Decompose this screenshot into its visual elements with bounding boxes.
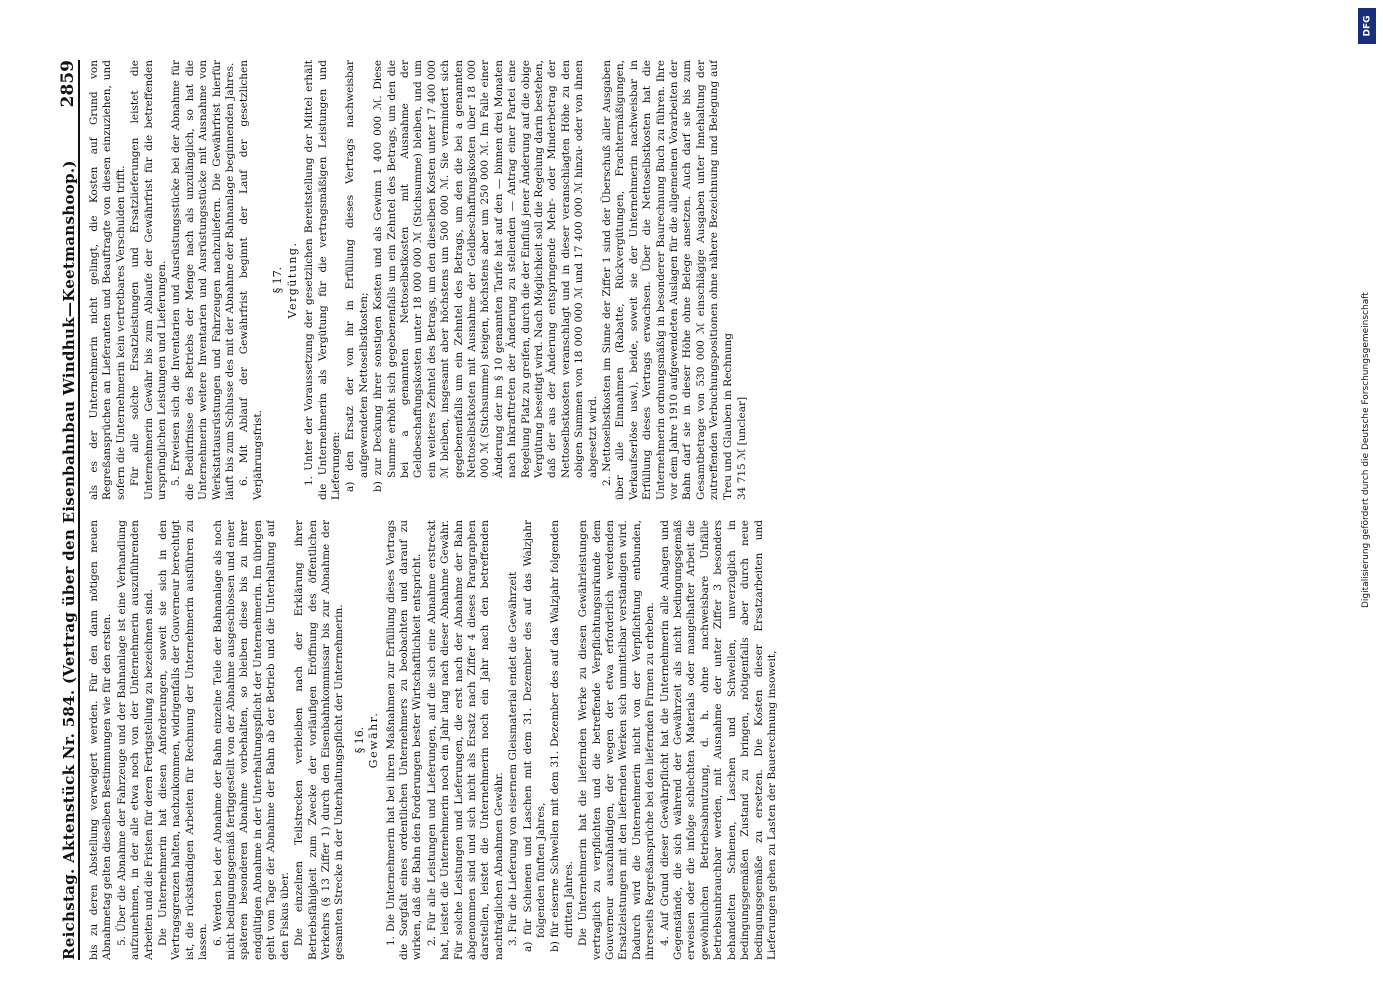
paragraph: 5. Über die Abnahme der Fahrzeuge und der Bahnanlage ist eine Verhandlung aufzunehmen, in der alle etwa noch von der Unternehmerin auszuführenden Arbeiten und die Fristen für deren Fertigstellung zu bezeichnen sind. — [115, 520, 155, 960]
dfg-logo-text: DFG — [1362, 15, 1373, 37]
paragraph: 3. Für die Lieferung von eisernem Gleismaterial endet die Gewährzeit — [507, 571, 520, 946]
section-title: Vergütung. — [285, 241, 299, 319]
paragraph-fragment: 34 715 ℳ [unclear] — [736, 396, 749, 500]
paragraph: 5. Erweisen sich die Inventarien und Ausrüstungsstücke bei der Abnahme für die Bedürfnisse des Betriebs der Menge nach als unzulänglich, so hat die Unternehmerin weitere Inventarien und Ausrüstungsstücke mit Ausnahme von Werkstattausrüstungen und Fahrzeugen nachzuliefern. Die Gewährfrist hierfür läuft bis zum Schlusse des mit der Abnahme der Bahnanlage beginnenden Jahres. — [170, 60, 237, 500]
paragraph: 4. Auf Grund dieser Gewährpflicht hat die Unternehmerin alle Anlagen und Gegenstände, die sich während der Gewährzeit als nicht bedingungsgemäß erweisen oder die infolge schlechten Materials oder mangelhafter Arbeit die gewöhnlichen Betriebsabnutzung, d. h. ohne nachweisbare Unfälle betriebsunbrauchbar werden, mit Ausnahme der unter Ziffer 3 besonders behandelten Schienen, Laschen und Schwellen, unverzüglich in bedingungsgemäßen Zustand zu bringen, nötigenfalls aber durch neue bedingungsgemäße zu ersetzen. Die Kosten dieser Ersatzarbeiten und Lieferungen gehen zu Lasten der Bauerechnung insoweit, — [658, 520, 778, 960]
list-item: b) für eiserne Schwellen mit dem 31. Dezember des auf das Walzjahr folgenden dritten Jahres. — [549, 520, 575, 952]
digitization-credit: Digitalisierung gefördert durch die Deutsche Forschungsgemeinschaft — [1361, 292, 1371, 608]
paragraph: 2. Nettoselbstkosten im Sinne der Ziffer 1 sind der Überschuß aller Ausgaben über alle Einnahmen (Rabatte, Rückvergütungen, Frachtermäßigungen, Verkaufserlöse usw.), beide, soweit sie der Unternehmerin nachweisbar in Erfüllung dieses Vertrags erwachsen. Über die Nettoselbstkosten hat die Unternehmerin ordnungsmäßig in besonderer Baurechnung Buch zu führen. Ihre vor dem Jahre 1910 aufgewendeten Auslagen für die allgemeinen Vorarbeiten der Bahn darf sie in dieser Höhe ohne Belege ansetzen. Auch darf sie bis zum Gesamtbetrage von 530 000 ℳ einschlägige Ausgaben unter Innehaltung der zutreffenden Verbuchungspositionen ohne nähere Bezeichnung und Belegung auf Treu und Glauben in Rechnung — [601, 60, 734, 500]
section-number: § 16. — [352, 726, 366, 754]
paragraph: 6. Werden bei der Abnahme der Bahn einzelne Teile der Bahnanlage als noch nicht bedingungsgemäß fertiggestellt von der Abnahme ausgeschlossen und einer späteren besonderen Abnahme vorbehalten, so bleiben diese bis zu ihrer endgültigen Abnahme in der Unterhaltungspflicht der Unternehmerin. Im übrigen geht vom Tage der Abnahme der Bahn ab der Betrieb und die Unterhaltung auf den Fiskus über. — [211, 520, 291, 960]
section-number: § 17. — [271, 266, 285, 294]
paragraph: 1. Unter der Voraussetzung der gesetzlichen Bereitstellung der Mittel erhält die Unternehmerin als Vergütung für die vertragsmäßigen Leistungen und Lieferungen: — [303, 60, 342, 500]
list-item: a) für Schienen und Laschen mit dem 31. Dezember des auf das Walzjahr folgenden fünften Jahres, — [521, 520, 547, 952]
paragraph: als es der Unternehmerin nicht gelingt, die Kosten auf Grund von Regreßansprüchen an Lieferanten und Beauftragte von diesen einzuziehen, und sofern die Unternehmerin kein vertretbares Verschulden trifft. — [88, 60, 127, 500]
section-title: Gewähr. — [367, 711, 381, 769]
paragraph: bis zu deren Abstellung verweigert werden. Für den dann nötigen neuen Abnahmetag gelten dieselben Bestimmungen wie für den ersten. — [88, 520, 114, 960]
paragraph: 2. Für alle Leistungen und Lieferungen, auf die sich eine Abnahme erstreckt hat, leistet die Unternehmerin noch ein Jahr lang nach dieser Abnahme Gewähr. Für solche Leistungen und Lieferungen, die erst nach der Abnahme der Bahn abgenommen sind und sich nicht als Ersatz nach Ziffer 4 dieses Paragraphen darstellen, leistet die Unternehmerin noch ein Jahr nach den betreffenden nachträglichen Abnahmen Gewähr. — [425, 520, 505, 960]
list-item: a) den Ersatz der von ihr in Erfüllung dieses Vertrags nachweisbar aufgewendeten Nettoselbstkosten; — [344, 60, 370, 492]
dfg-logo — [1358, 8, 1376, 44]
page-header — [52, 60, 80, 960]
paragraph: 1. Die Unternehmerin hat bei ihren Maßnahmen zur Erfüllung dieses Vertrags die Sorgfalt eines ordentlichen Unternehmers zu beobachten und darauf zu wirken, daß die Bahn den Forderungen bester Wirtschaftlichkeit entspricht. — [384, 520, 424, 960]
right-column — [88, 60, 1298, 500]
paragraph: Für alle solche Ersatzleistungen und Ersatzlieferungen leistet die Unternehmerin Gewähr bis zum Ablaufe der Gewährfrist für die betreffenden ursprünglichen Leistungen und Lieferungen. — [129, 60, 169, 500]
list-item: b) zur Deckung ihrer sonstigen Kosten und als Gewinn 1 400 000 ℳ. Diese Summe erhöht sich gegebenenfalls um ein Zehntel des Betrags, um den die bei a genannten Nettoselbstkosten mit Ausnahme der Geldbeschaffungskosten unter 18 000 000 ℳ (Stichsumme) bleiben, und um ein weiteres Zehntel des Betrags, um den dieselben Kosten unter 17 400 000 ℳ bleiben, insgesamt aber höchstens um 500 000 ℳ. Sie vermindert sich gegebenenfalls um ein Zehntel des Betrags, um den die bei a genannten Nettoselbstkosten mit Ausnahme der Geldbeschaffungskosten über 18 000 000 ℳ (Stichsumme) steigen, höchstens aber um 250 000 ℳ. Im Falle einer Änderung der im § 10 genannten Tarife hat auf den — binnen drei Monaten nach Inkrafttreten der Änderung zu stellenden — Antrag einer Partei eine Regelung Platz zu greifen, durch die der Einfluß jener Änderung auf die obige Vergütung beseitigt wird. Nach Möglichkeit soll die Regelung darin bestehen, daß der aus der Änderung entspringende Mehr- oder Minderbetrag der Nettoselbstkosten veranschlagt und in dieser veranschlagten Höhe zu den obigen Summen von 18 000 000 ℳ und 17 400 000 ℳ hinzu- oder von ihnen abgesetzt wird. — [372, 60, 599, 492]
page-title: Reichstag. Aktenstück Nr. 584. (Vertrag über den Eisenbahnbau Windhuk—Keetmanshoop.) — [60, 160, 78, 960]
paragraph: 6. Mit Ablauf der Gewährfrist beginnt der Lauf der gesetzlichen Verjährungsfrist. — [238, 60, 264, 500]
paragraph: Die einzelnen Teilstrecken verbleiben nach der Erklärung ihrer Betriebsfähigkeit zum Zwecke der vorläufigen Eröffnung des öffentlichen Verkehrs (§ 13 Ziffer 1) durch den Eisenbahnkommissar bis zur Abnahme der gesamten Strecke in der Unterhaltungspflicht der Unternehmerin. — [293, 520, 346, 960]
paragraph: Die Unternehmerin hat die liefernden Werke zu diesen Gewährleistungen vertraglich zu verpflichten und die betreffende Verpflichtungsurkunde dem Gouverneur auszuhändigen, der wegen der etwa erforderlich werdenden Ersatzleistungen mit den liefernden Werken sich unmittelbar verständigen wird. Dadurch wird die Unternehmerin nicht von der Verpflichtung entbunden, ihrerseits Regreßansprüche bei den liefernden Firmen zu erheben. — [577, 520, 657, 960]
page-number: 2859 — [58, 60, 78, 108]
text-columns — [88, 60, 1298, 960]
paragraph: Die Unternehmerin hat diesen Anforderungen, soweit sie sich in den Vertragsgrenzen halten, nachzukommen, widrigenfalls der Gouverneur berechtigt ist, die rückständigen Arbeiten für Rechnung der Unternehmerin ausführen zu lassen. — [157, 520, 210, 960]
left-column — [88, 520, 1298, 960]
